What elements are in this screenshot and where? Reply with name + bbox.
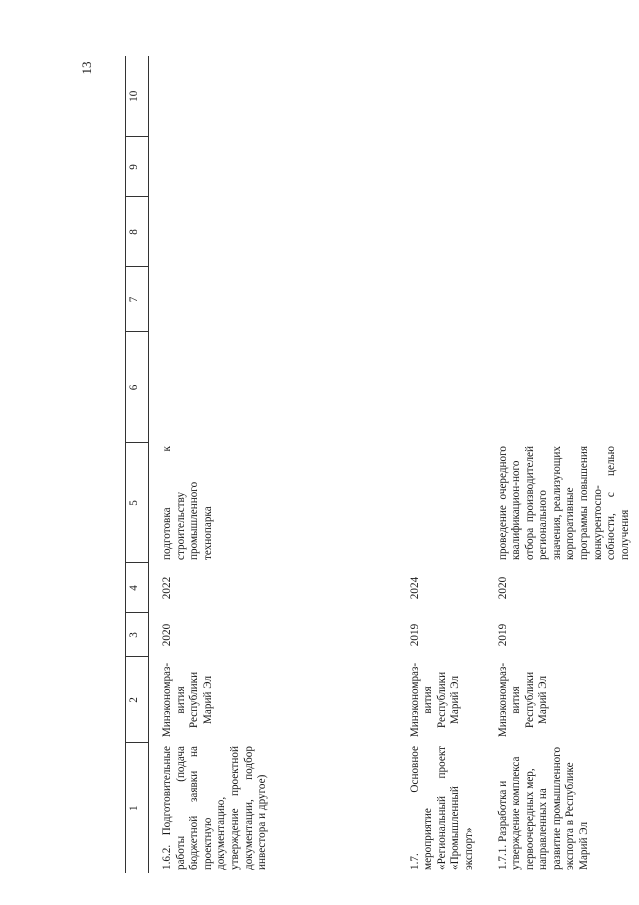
empty-cell bbox=[407, 267, 495, 332]
empty-cell bbox=[495, 56, 639, 137]
program-table bbox=[125, 56, 639, 873]
col-header-10: 10 bbox=[126, 56, 149, 137]
col-header-9: 9 bbox=[126, 137, 149, 197]
result-cell: проведение очередного квалификацион-ного отбора производителей регионального значения, реализующих корпоративные программы повышения конкурентоспо-собности, с целью получения bbox=[496, 446, 631, 560]
executor-cell: Минэкономраз- вития Республики Марий Эл bbox=[408, 662, 462, 738]
empty-cell bbox=[407, 197, 495, 267]
col-header-5: 5 bbox=[126, 443, 149, 563]
col-header-7: 7 bbox=[126, 267, 149, 332]
col-header-1: 1 bbox=[126, 743, 149, 873]
empty-cell bbox=[407, 56, 495, 137]
result-cell: подготовка к строительству промышленного технопарка bbox=[161, 446, 214, 560]
empty-cell bbox=[407, 332, 495, 443]
col-header-3: 3 bbox=[126, 613, 149, 657]
empty-cell bbox=[495, 332, 639, 443]
event-cell: 1.7.1. Разработка и утверждение комплекса первоочередных мер, направленных на развитие промышленного экспорта в Республике Марий Эл bbox=[496, 746, 591, 870]
end-year-cell: 2020 bbox=[496, 576, 509, 600]
start-year-cell: 2019 bbox=[496, 623, 509, 647]
col-header-4: 4 bbox=[126, 563, 149, 613]
event-cell: 1.7. Основное мероприятие «Региональный проект «Промышленный экспорт» bbox=[408, 746, 475, 870]
col-header-2: 2 bbox=[126, 657, 149, 743]
empty-cell bbox=[149, 197, 407, 267]
col-header-6: 6 bbox=[126, 332, 149, 443]
col-header-8: 8 bbox=[126, 197, 149, 267]
empty-cell bbox=[495, 267, 639, 332]
table-row bbox=[407, 56, 495, 873]
event-cell: 1.6.2. Подготовительные работы (подача бюджетной заявки на проектную документацию, утверждение проектной документации, подбор инвестора и другое) bbox=[161, 746, 269, 870]
empty-cell bbox=[495, 197, 639, 267]
start-year-cell: 2020 bbox=[161, 623, 173, 647]
start-year-cell: 2019 bbox=[408, 623, 421, 647]
empty-cell bbox=[407, 137, 495, 197]
executor-cell: Минэкономраз- вития Республики Марий Эл bbox=[496, 662, 550, 738]
empty-cell bbox=[149, 137, 407, 197]
empty-cell bbox=[149, 267, 407, 332]
empty-cell bbox=[495, 137, 639, 197]
empty-cell bbox=[149, 332, 407, 443]
empty-cell bbox=[149, 56, 407, 137]
table-row bbox=[149, 56, 407, 873]
executor-cell: Минэкономраз- вития Республики Марий Эл bbox=[161, 662, 214, 738]
end-year-cell: 2022 bbox=[161, 576, 173, 600]
header-row bbox=[126, 56, 149, 873]
table-row bbox=[495, 56, 639, 873]
page-number: 13 bbox=[79, 61, 94, 75]
end-year-cell: 2024 bbox=[408, 576, 421, 600]
result-cell bbox=[407, 443, 495, 563]
